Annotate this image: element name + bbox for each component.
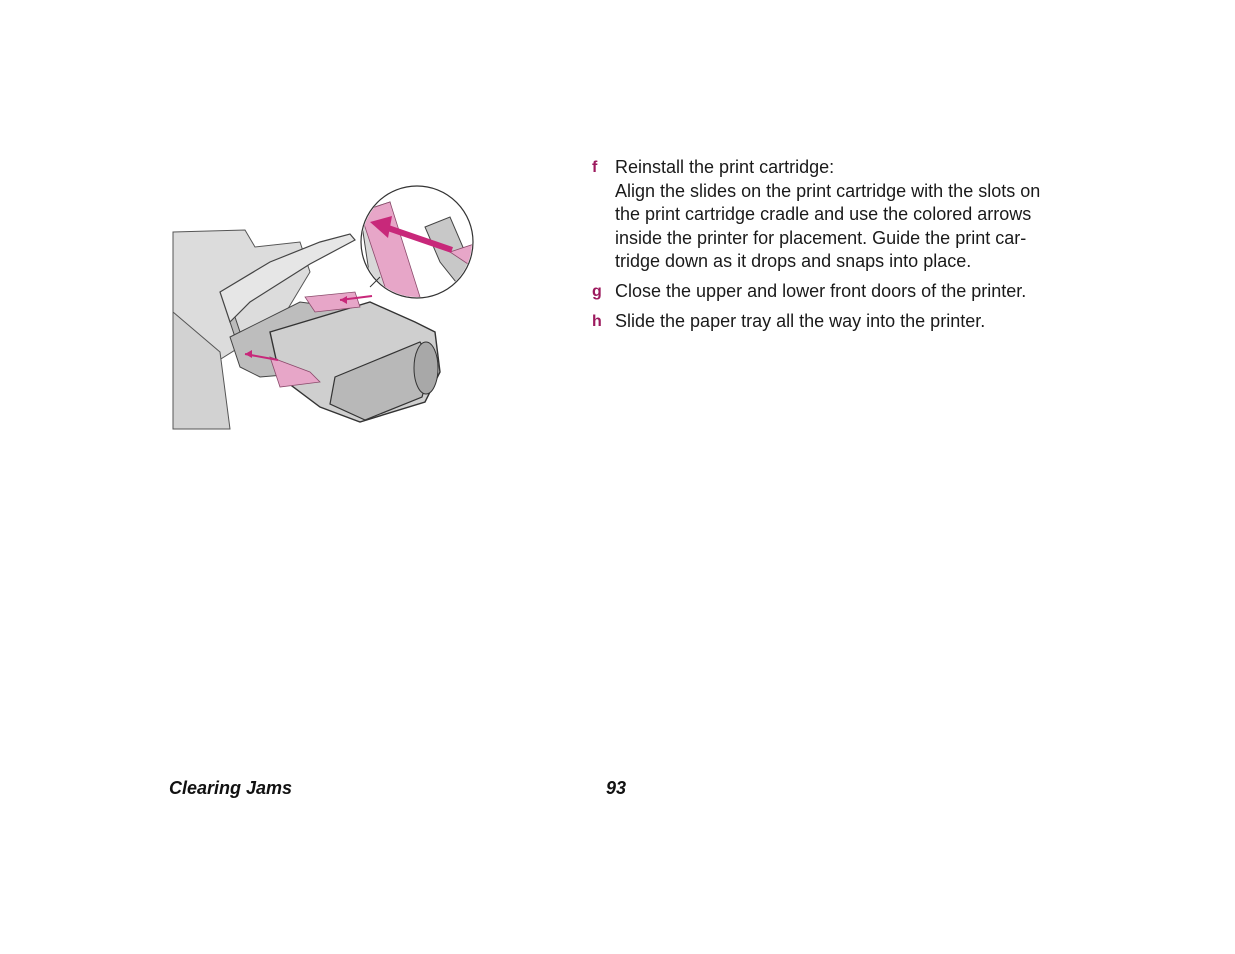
step-line: inside the printer for placement. Guide the print car- bbox=[615, 227, 1027, 248]
step-letter: g bbox=[592, 282, 602, 300]
step-letter: f bbox=[592, 159, 598, 176]
step-line: tridge down as it drops and snaps into place. bbox=[615, 251, 972, 272]
cartridge-end-cap bbox=[414, 342, 438, 394]
instruction-steps bbox=[590, 156, 1070, 333]
step-g bbox=[590, 280, 1070, 304]
printer-cartridge-install-illustration bbox=[160, 172, 480, 434]
step-line: the print cartridge cradle and use the colored arrows bbox=[615, 204, 1032, 225]
step-letter: h bbox=[592, 312, 602, 330]
footer-section-title: Clearing Jams bbox=[169, 778, 293, 798]
footer-page-number: 93 bbox=[606, 778, 627, 798]
step-line: Align the slides on the print cartridge with the slots on bbox=[615, 180, 1041, 201]
step-line: Slide the paper tray all the way into the printer. bbox=[615, 310, 986, 331]
step-h bbox=[590, 310, 1070, 334]
step-line: Reinstall the print cartridge: bbox=[615, 157, 835, 177]
step-f bbox=[590, 156, 1070, 274]
step-line: Close the upper and lower front doors of the printer. bbox=[615, 280, 1027, 301]
